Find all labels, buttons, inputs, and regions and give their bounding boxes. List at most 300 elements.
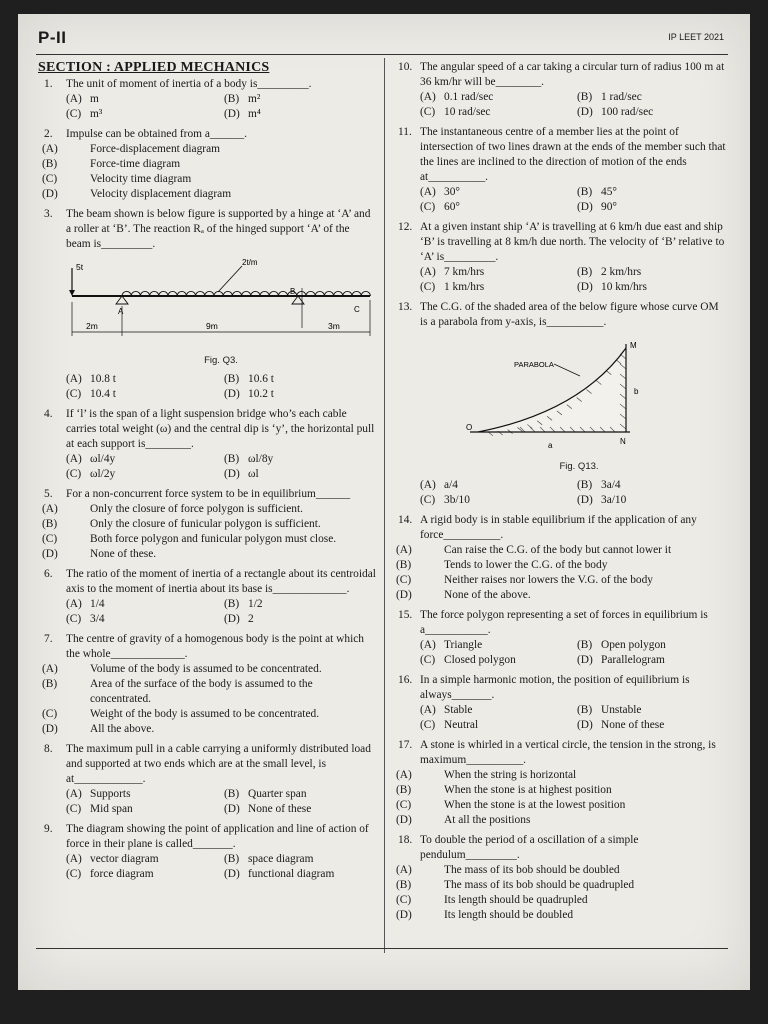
option-letter: (D)	[224, 868, 240, 880]
option-text: Tends to lower the C.G. of the body	[444, 559, 608, 571]
option-text: Velocity displacement diagram	[90, 188, 232, 200]
option-c[interactable]	[420, 718, 571, 733]
question-text: To double the period of a oscillation of a simple pendulum_________.	[420, 834, 639, 861]
option-c[interactable]	[66, 387, 218, 402]
option-letter: (B)	[224, 598, 240, 610]
left-questions	[36, 77, 376, 882]
option-letter: (B)	[42, 518, 58, 530]
question-5	[36, 487, 376, 562]
question-text: The beam shown is below figure is supported by a hinge at ‘A’ and a roller at ‘B’. The reaction Rₐ of the hinged support ‘A’ of the beam is_________.	[66, 208, 371, 250]
option-text: 30°	[444, 186, 460, 198]
option-text: Neutral	[444, 719, 479, 731]
option-text: m²	[248, 93, 261, 105]
option-b[interactable]	[42, 157, 376, 172]
option-text: Force-time diagram	[90, 158, 181, 170]
option-letter: (A)	[66, 453, 82, 465]
option-text: vector diagram	[90, 853, 159, 865]
option-text: Unstable	[601, 704, 642, 716]
option-text: 2 km/hrs	[601, 266, 642, 278]
option-letter: (D)	[224, 388, 240, 400]
answer-options	[66, 852, 376, 882]
answer-options	[396, 768, 728, 828]
question-17	[390, 738, 728, 828]
option-letter: (C)	[66, 108, 82, 120]
question-text: If ‘l’ is the span of a light suspension bridge who’s each cable carries total weight (ω) and the central dip is ‘y’, the horizontal pull at each support is________.	[66, 408, 375, 450]
question-1	[36, 77, 376, 122]
option-text: 10 rad/sec	[444, 106, 491, 118]
question-13	[390, 300, 728, 508]
option-letter: (B)	[577, 704, 593, 716]
option-a[interactable]	[420, 185, 571, 200]
option-letter: (D)	[577, 494, 593, 506]
option-a[interactable]	[42, 502, 376, 517]
question-text: The force polygon representing a set of forces in equilibrium is a___________.	[420, 609, 708, 636]
answer-options	[420, 185, 728, 215]
option-c[interactable]	[66, 867, 218, 882]
answer-options	[42, 502, 376, 562]
option-b[interactable]	[224, 452, 376, 467]
parabola-figure	[430, 334, 728, 474]
question-number: 5.	[44, 488, 53, 500]
option-a[interactable]	[66, 372, 218, 387]
option-letter: (C)	[420, 654, 436, 666]
option-a[interactable]	[66, 597, 218, 612]
option-text: 10.2 t	[248, 388, 274, 400]
option-text: Only the closure of funicular polygon is sufficient.	[90, 518, 321, 530]
option-letter: (C)	[66, 613, 82, 625]
option-a[interactable]	[420, 638, 571, 653]
option-a[interactable]	[396, 543, 728, 558]
option-letter: (A)	[420, 266, 436, 278]
option-text: Area of the surface of the body is assumed to the concentrated.	[90, 678, 313, 705]
option-c[interactable]	[396, 798, 728, 813]
option-c[interactable]	[420, 200, 571, 215]
header-rule	[36, 54, 728, 55]
option-text: functional diagram	[248, 868, 335, 880]
question-number: 17.	[398, 739, 413, 751]
option-text: None of these	[248, 803, 312, 815]
option-letter: (D)	[42, 548, 58, 560]
option-letter: (A)	[420, 91, 436, 103]
question-number: 2.	[44, 128, 53, 140]
option-text: 3/4	[90, 613, 105, 625]
option-letter: (A)	[66, 598, 82, 610]
option-letter: (D)	[577, 281, 593, 293]
answer-options	[396, 863, 728, 923]
question-15	[390, 608, 728, 668]
option-letter: (B)	[224, 453, 240, 465]
option-b[interactable]	[224, 852, 376, 867]
question-number: 4.	[44, 408, 53, 420]
option-c[interactable]	[66, 612, 218, 627]
option-a[interactable]	[42, 662, 376, 677]
option-text: 3b/10	[444, 494, 470, 506]
question-text: The ratio of the moment of inertia of a rectangle about its centroidal axis to the moment of inertia about its base is_____________.	[66, 568, 376, 595]
option-letter: (D)	[396, 909, 412, 921]
question-number: 18.	[398, 834, 413, 846]
option-c[interactable]	[420, 280, 571, 295]
column-divider	[384, 58, 385, 953]
option-letter: (C)	[396, 574, 412, 586]
option-text: 45°	[601, 186, 617, 198]
option-d[interactable]	[577, 718, 728, 733]
option-letter: (C)	[420, 494, 436, 506]
option-text: 3a/10	[601, 494, 627, 506]
option-d[interactable]	[396, 813, 728, 828]
option-text: 1 rad/sec	[601, 91, 642, 103]
option-text: Stable	[444, 704, 473, 716]
option-letter: (C)	[42, 708, 58, 720]
option-a[interactable]	[42, 142, 376, 157]
option-c[interactable]	[66, 802, 218, 817]
option-text: Quarter span	[248, 788, 307, 800]
option-text: All the above.	[90, 723, 155, 735]
point-o-label: O	[466, 423, 473, 432]
option-letter: (B)	[224, 788, 240, 800]
option-b[interactable]	[577, 265, 728, 280]
question-text: The diagram showing the point of application and line of action of force in their plane is called_______.	[66, 823, 369, 850]
question-14	[390, 513, 728, 603]
answer-options	[42, 142, 376, 202]
option-d[interactable]	[577, 200, 728, 215]
dim-3m: 3m	[328, 321, 340, 331]
option-letter: (C)	[66, 388, 82, 400]
option-d[interactable]	[396, 908, 728, 923]
option-text: 10.8 t	[90, 373, 116, 385]
point-n-label: N	[620, 437, 626, 446]
option-letter: (C)	[396, 894, 412, 906]
option-letter: (C)	[42, 173, 58, 185]
option-letter: (C)	[66, 868, 82, 880]
option-letter: (B)	[42, 158, 58, 170]
option-c[interactable]	[66, 107, 218, 122]
question-number: 1.	[44, 78, 53, 90]
question-text: A stone is whirled in a vertical circle, the tension in the strong, is maximum__________.	[420, 739, 716, 766]
option-d[interactable]	[42, 547, 376, 562]
option-a[interactable]	[66, 452, 218, 467]
option-text: Its length should be quadrupled	[444, 894, 588, 906]
option-text: 7 km/hrs	[444, 266, 485, 278]
answer-options	[420, 265, 728, 295]
option-b[interactable]	[577, 185, 728, 200]
option-b[interactable]	[577, 90, 728, 105]
option-text: 100 rad/sec	[601, 106, 654, 118]
question-10	[390, 60, 728, 120]
parabola-pointer	[554, 364, 580, 376]
option-a[interactable]	[66, 92, 218, 107]
option-letter: (D)	[42, 188, 58, 200]
option-letter: (D)	[577, 201, 593, 213]
option-letter: (A)	[396, 769, 412, 781]
option-a[interactable]	[420, 478, 571, 493]
right-questions	[390, 60, 728, 923]
option-d[interactable]	[577, 493, 728, 508]
option-d[interactable]	[224, 612, 376, 627]
option-a[interactable]	[66, 852, 218, 867]
option-b[interactable]	[396, 558, 728, 573]
question-9	[36, 822, 376, 882]
question-4	[36, 407, 376, 482]
option-letter: (D)	[396, 589, 412, 601]
option-c[interactable]	[42, 172, 376, 187]
exam-name: IP LEET 2021	[668, 32, 724, 42]
exam-page	[18, 14, 750, 990]
option-letter: (D)	[224, 108, 240, 120]
option-letter: (B)	[577, 91, 593, 103]
option-letter: (B)	[396, 559, 412, 571]
question-number: 15.	[398, 609, 413, 621]
option-letter: (B)	[42, 678, 58, 690]
question-2	[36, 127, 376, 202]
option-c[interactable]	[420, 493, 571, 508]
answer-options	[420, 638, 728, 668]
option-text: force diagram	[90, 868, 154, 880]
dim-2m: 2m	[86, 321, 98, 331]
option-c[interactable]	[42, 707, 376, 722]
option-letter: (D)	[577, 106, 593, 118]
option-d[interactable]	[577, 105, 728, 120]
option-d[interactable]	[577, 653, 728, 668]
option-text: 1 km/hrs	[444, 281, 485, 293]
option-text: m	[90, 93, 99, 105]
option-letter: (B)	[224, 853, 240, 865]
question-11	[390, 125, 728, 215]
question-number: 3.	[44, 208, 53, 220]
option-text: Supports	[90, 788, 131, 800]
question-number: 11.	[398, 126, 412, 138]
option-text: ωl/2y	[90, 468, 116, 480]
option-letter: (B)	[577, 639, 593, 651]
support-b-label: B	[290, 287, 296, 296]
answer-options	[66, 92, 376, 122]
question-number: 12.	[398, 221, 413, 233]
question-number: 14.	[398, 514, 413, 526]
option-b[interactable]	[42, 677, 376, 707]
option-text: Open polygon	[601, 639, 666, 651]
option-letter: (C)	[42, 533, 58, 545]
end-c-label: C	[354, 305, 360, 314]
right-column	[390, 60, 728, 928]
parabola-label: PARABOLA	[514, 360, 554, 369]
option-letter: (A)	[66, 373, 82, 385]
question-12	[390, 220, 728, 295]
question-text: The maximum pull in a cable carrying a uniformly distributed load and supported at two ends which are at the small level, is at____________.	[66, 743, 371, 785]
question-7	[36, 632, 376, 737]
option-text: The mass of its bob should be quadrupled	[444, 879, 635, 891]
question-text: The C.G. of the shaded area of the below figure whose curve OM is a parabola from y-axis, is__________.	[420, 301, 719, 328]
option-c[interactable]	[396, 893, 728, 908]
option-a[interactable]	[420, 265, 571, 280]
option-c[interactable]	[66, 467, 218, 482]
option-letter: (A)	[66, 788, 82, 800]
answer-options	[66, 597, 376, 627]
udl-pointer	[218, 266, 242, 292]
option-letter: (C)	[66, 468, 82, 480]
option-letter: (C)	[420, 201, 436, 213]
option-letter: (B)	[224, 93, 240, 105]
question-number: 16.	[398, 674, 413, 686]
option-text: 60°	[444, 201, 460, 213]
option-a[interactable]	[420, 90, 571, 105]
option-text: ωl	[248, 468, 259, 480]
option-text: ωl/4y	[90, 453, 116, 465]
question-16	[390, 673, 728, 733]
option-text: None of these.	[90, 548, 157, 560]
option-letter: (B)	[396, 784, 412, 796]
option-text: ωl/8y	[248, 453, 274, 465]
point-load-label: 5t	[76, 262, 84, 272]
option-d[interactable]	[224, 867, 376, 882]
option-text: Triangle	[444, 639, 483, 651]
option-d[interactable]	[224, 387, 376, 402]
support-a-label: A	[118, 307, 124, 316]
option-b[interactable]	[224, 372, 376, 387]
hinge-support-a	[116, 296, 128, 304]
point-m-label: M	[630, 341, 637, 350]
option-b[interactable]	[224, 787, 376, 802]
question-number: 13.	[398, 301, 413, 313]
option-d[interactable]	[577, 280, 728, 295]
beam-caption: Fig. Q3.	[204, 355, 238, 366]
option-c[interactable]	[42, 532, 376, 547]
option-b[interactable]	[577, 478, 728, 493]
option-letter: (C)	[420, 281, 436, 293]
answer-options	[420, 478, 728, 508]
option-b[interactable]	[224, 597, 376, 612]
option-b[interactable]	[577, 703, 728, 718]
option-b[interactable]	[42, 517, 376, 532]
option-text: 10.6 t	[248, 373, 274, 385]
option-letter: (A)	[42, 143, 58, 155]
option-b[interactable]	[396, 783, 728, 798]
left-column	[36, 60, 376, 887]
question-number: 6.	[44, 568, 53, 580]
option-d[interactable]	[42, 187, 376, 202]
option-d[interactable]	[224, 107, 376, 122]
option-text: m³	[90, 108, 103, 120]
option-d[interactable]	[396, 588, 728, 603]
option-text: 10.4 t	[90, 388, 116, 400]
option-letter: (D)	[396, 814, 412, 826]
option-text: Closed polygon	[444, 654, 516, 666]
option-letter: (A)	[420, 186, 436, 198]
option-text: When the string is horizontal	[444, 769, 577, 781]
option-letter: (D)	[224, 468, 240, 480]
option-text: 3a/4	[601, 479, 621, 491]
question-18	[390, 833, 728, 923]
paper-code: P-II	[38, 28, 67, 47]
option-text: 1/2	[248, 598, 263, 610]
question-number: 10.	[398, 61, 413, 73]
parabola-diagram	[430, 334, 660, 458]
question-text: In a simple harmonic motion, the position of equilibrium is always_______.	[420, 674, 690, 701]
option-text: Weight of the body is assumed to be concentrated.	[90, 708, 320, 720]
question-number: 9.	[44, 823, 53, 835]
answer-options	[66, 372, 376, 402]
udl-label: 2t/m	[242, 258, 258, 267]
question-number: 7.	[44, 633, 53, 645]
option-b[interactable]	[396, 878, 728, 893]
option-text: Velocity time diagram	[90, 173, 192, 185]
option-text: Volume of the body is assumed to be concentrated.	[90, 663, 322, 675]
parabola-caption: Fig. Q13.	[559, 461, 599, 472]
option-letter: (A)	[66, 853, 82, 865]
dim-9m: 9m	[206, 321, 218, 331]
question-8	[36, 742, 376, 817]
option-text: m⁴	[248, 108, 261, 120]
option-text: None of these	[601, 719, 665, 731]
dim-a-label: a	[548, 441, 553, 450]
option-text: Neither raises nor lowers the V.G. of the body	[444, 574, 653, 586]
question-6	[36, 567, 376, 627]
option-letter: (D)	[224, 613, 240, 625]
question-text: Impulse can be obtained from a______.	[66, 128, 247, 140]
option-text: a/4	[444, 479, 458, 491]
answer-options	[66, 787, 376, 817]
option-text: The mass of its bob should be doubled	[444, 864, 620, 876]
option-letter: (A)	[42, 503, 58, 515]
option-letter: (A)	[66, 93, 82, 105]
option-text: None of the above.	[444, 589, 531, 601]
option-letter: (C)	[420, 106, 436, 118]
option-text: Both force polygon and funicular polygon must close.	[90, 533, 337, 545]
option-letter: (C)	[420, 719, 436, 731]
option-text: 2	[248, 613, 254, 625]
section-title: SECTION : APPLIED MECHANICS	[38, 60, 270, 75]
option-letter: (D)	[224, 803, 240, 815]
option-letter: (C)	[66, 803, 82, 815]
option-letter: (B)	[577, 186, 593, 198]
option-letter: (C)	[396, 799, 412, 811]
dim-b-label: b	[634, 387, 639, 396]
beam-figure	[66, 256, 376, 368]
question-text: For a non-concurrent force system to be in equilibrium______	[66, 488, 351, 500]
option-d[interactable]	[224, 802, 376, 817]
option-a[interactable]	[396, 768, 728, 783]
answer-options	[396, 543, 728, 603]
option-text: At all the positions	[444, 814, 531, 826]
option-text: Can raise the C.G. of the body but cannot lower it	[444, 544, 672, 556]
option-a[interactable]	[420, 703, 571, 718]
option-c[interactable]	[420, 653, 571, 668]
option-a[interactable]	[396, 863, 728, 878]
option-letter: (A)	[396, 864, 412, 876]
answer-options	[420, 703, 728, 733]
option-letter: (D)	[577, 719, 593, 731]
option-c[interactable]	[396, 573, 728, 588]
option-text: Its length should be doubled	[444, 909, 574, 921]
answer-options	[42, 662, 376, 737]
option-c[interactable]	[420, 105, 571, 120]
question-text: The angular speed of a car taking a circular turn of radius 100 m at 36 km/hr will be________.	[420, 61, 725, 88]
option-letter: (B)	[577, 479, 593, 491]
option-text: 1/4	[90, 598, 105, 610]
question-3	[36, 207, 376, 402]
option-letter: (D)	[577, 654, 593, 666]
option-b[interactable]	[577, 638, 728, 653]
option-text: Only the closure of force polygon is sufficient.	[90, 503, 303, 515]
question-text: The unit of moment of inertia of a body is_________.	[66, 78, 312, 90]
option-letter: (A)	[420, 639, 436, 651]
option-d[interactable]	[224, 467, 376, 482]
question-text: The instantaneous centre of a member lies at the point of intersection of two lines drawn at the ends of the member such that the lines are inclined to the direction of motion of the ends at__________.	[420, 126, 726, 183]
option-a[interactable]	[66, 787, 218, 802]
option-d[interactable]	[42, 722, 376, 737]
option-b[interactable]	[224, 92, 376, 107]
option-letter: (B)	[224, 373, 240, 385]
option-letter: (A)	[42, 663, 58, 675]
footer-rule	[36, 948, 728, 949]
